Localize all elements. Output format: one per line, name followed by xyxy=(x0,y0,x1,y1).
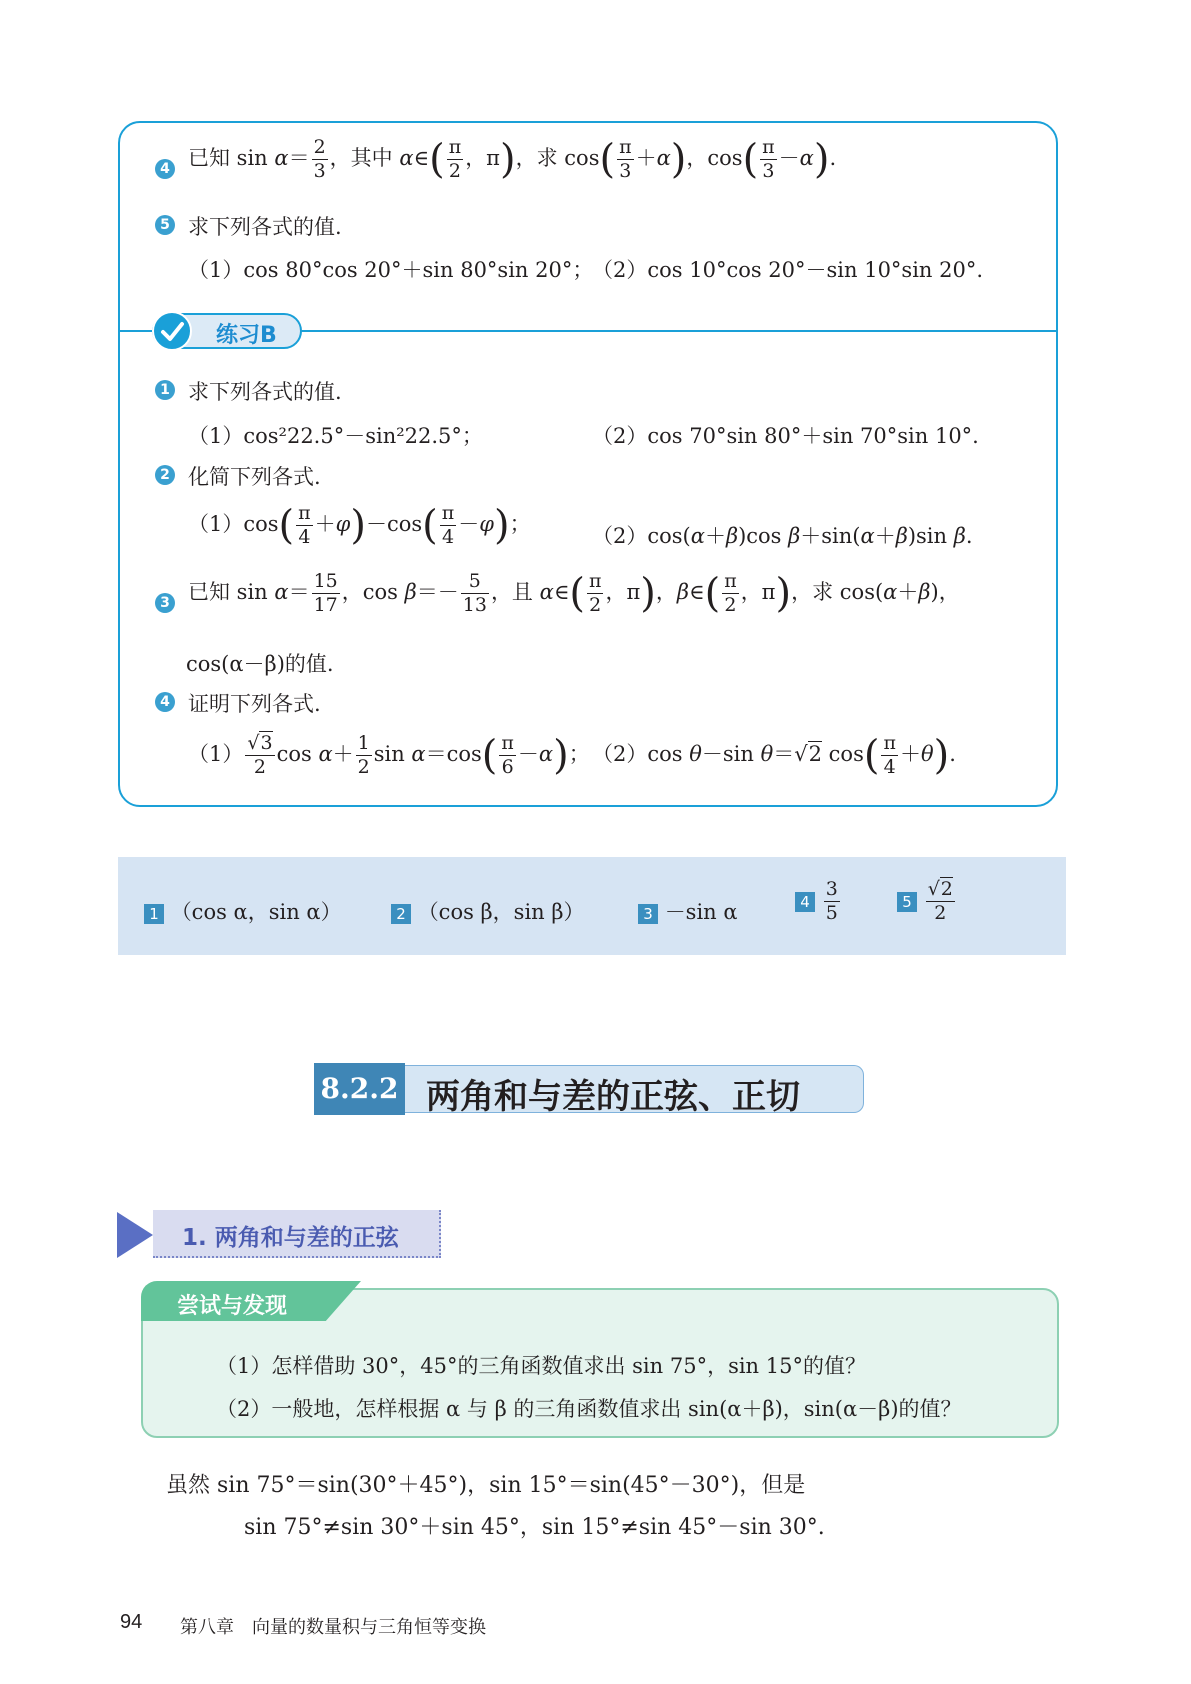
answer-1: 1 （cos α，sin α） xyxy=(144,896,342,926)
answer-3: 3 －sin α xyxy=(638,896,738,926)
answer-number: 2 xyxy=(391,904,411,924)
subsection-heading xyxy=(117,1210,442,1260)
question-number-badge: 1 xyxy=(155,380,175,400)
question-number-badge: 4 xyxy=(155,159,175,179)
exercise-b-q4: 证明下列各式. xyxy=(188,692,321,716)
exercise-b-q2-sub1: （1）cos( $\frac{\pi}{4}$ ＋φ)－cos( $\frac{\pi}{4}$ －φ)； xyxy=(188,502,531,549)
try-discover-q2: （2）一般地，怎样根据 α 与 β 的三角函数值求出 sin(α＋β)，sin(α－β)的值？ xyxy=(216,1397,962,1421)
chapter-footer: 第八章 向量的数量积与三角恒等变换 xyxy=(180,1617,486,1638)
question-number-badge: 5 xyxy=(155,215,175,235)
subsection-title: 1. 两角和与差的正弦 xyxy=(182,1225,399,1251)
section-heading xyxy=(314,1063,868,1115)
exercise-b-q1-sub1: （1）cos²22.5°－sin²22.5°； xyxy=(188,424,483,448)
answer-5: 5 $\frac{√2}{2}$ xyxy=(897,880,957,923)
exercise-a-q5-sub1: （1）cos 80°cos 20°＋sin 80°sin 20°； xyxy=(188,258,594,282)
answer-number: 1 xyxy=(144,904,164,924)
body-line-2: sin 75°≠sin 30°＋sin 45°，sin 15°≠sin 45°－sin 30°. xyxy=(244,1515,825,1540)
answer-number: 4 xyxy=(795,892,815,912)
page-number: 94 xyxy=(120,1611,143,1633)
exercise-a-q5-sub2: （2）cos 10°cos 20°－sin 10°sin 20°. xyxy=(592,258,984,282)
answer-number: 3 xyxy=(638,904,658,924)
question-number-badge: 2 xyxy=(155,465,175,485)
pencil-check-icon xyxy=(152,311,192,351)
body-line-1: 虽然 sin 75°＝sin(30°＋45°)，sin 15°＝sin(45°－30°)，但是 xyxy=(166,1473,806,1498)
question-number-badge: 3 xyxy=(155,593,175,613)
arrow-right-icon xyxy=(117,1212,153,1258)
exercise-a-q5: 求下列各式的值. xyxy=(188,215,342,239)
answer-4: 4 $\frac{3}{5}$ xyxy=(795,880,842,923)
exercise-a-q4: 已知 sin α＝ $\frac{2}{3}$ ，其中 α∈( $\frac{\pi}{2}$ ，π)，求 cos( $\frac{\pi}{3}$ ＋α)，cos( $\frac{\pi}{3}$ －α). xyxy=(188,136,837,183)
exercise-b-q1-sub2: （2）cos 70°sin 80°＋sin 70°sin 10°. xyxy=(592,424,979,448)
exercise-b-q2-sub2: （2）cos(α＋β)cos β＋sin(α＋β)sin β. xyxy=(592,524,973,548)
section-title: 两角和与差的正弦、正切 xyxy=(426,1077,800,1117)
exercise-b-q4-sub2: （2）cos θ－sin θ＝√2 cos( $\frac{\pi}{4}$ ＋θ). xyxy=(592,732,956,779)
try-discover-label: 尝试与发现 xyxy=(177,1294,288,1319)
question-number-badge: 4 xyxy=(155,692,175,712)
exercise-b-q4-sub1: （1） $\frac{√3}{2}$ cos α＋ $\frac{1}{2}$ sin α＝cos( $\frac{\pi}{6}$ －α)； xyxy=(188,732,590,779)
section-number: 8.2.2 xyxy=(314,1063,405,1115)
answer-2: 2 （cos β，sin β） xyxy=(391,896,585,926)
exercise-b-q2: 化简下列各式. xyxy=(188,465,321,489)
exercise-b-q1: 求下列各式的值. xyxy=(188,380,342,404)
answer-number: 5 xyxy=(897,892,917,912)
exercise-b-q3-cont: cos(α－β)的值. xyxy=(186,652,334,676)
exercise-b-q3: 已知 sin α＝ $\frac{15}{17}$ ，cos β＝－ $\frac{5}{13}$ ，且 α∈( $\frac{\pi}{2}$ ，π)，β∈( $\frac{\pi}{2}$ ，π)，求 cos(α＋β)， xyxy=(188,570,960,617)
try-discover-q1: （1）怎样借助 30°，45°的三角函数值求出 sin 75°，sin 15°的值？ xyxy=(216,1354,866,1378)
exercise-b-label: 练习B xyxy=(216,323,277,348)
exercise-b-tag xyxy=(152,313,302,349)
